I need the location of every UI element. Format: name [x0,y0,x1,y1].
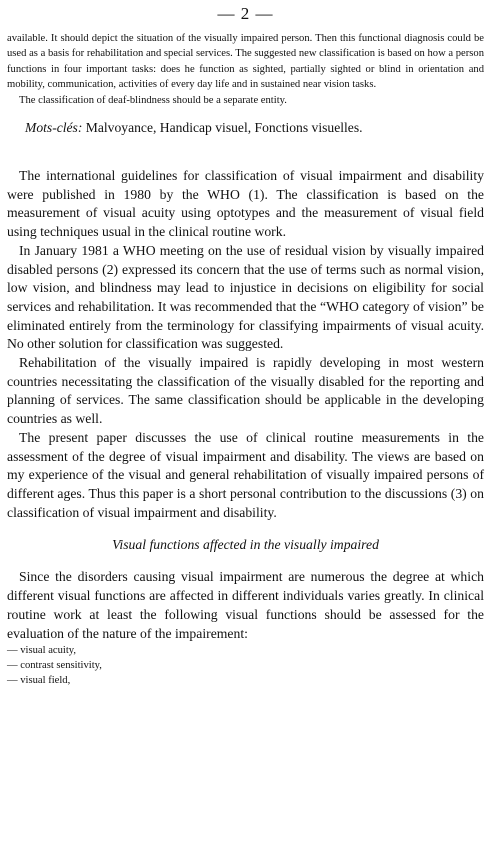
keywords-text: Malvoyance, Handicap visuel, Fonctions visuelles. [82,120,363,136]
list-item: — contrast sensitivity, [7,660,102,672]
list-item: — visual field, [7,675,71,687]
body-paragraph: Since the disorders causing visual impairment are numerous the degree at which different visual functions are affected in different individuals varies greatly. In clinical routine work at least the following visual functions should be assessed for the evaluation of the nature of the impairement: [7,569,484,641]
keywords [25,119,484,137]
abstract-paragraph: The classification of deaf-blindness should be a separate entity. [19,94,287,106]
body-paragraph: Rehabilitation of the visually impaired is rapidly developing in most western countries necessitating the classification of the visually disabled for the reporting and planning of services. The same classification should be applicable in the developing countries as well. [7,355,484,427]
body-paragraph: The international guidelines for classification of visual impairment and disability were published in 1980 by the WHO (1). The classification is based on the measurement of visual acuity using optotypes and the measurement of visual field using techniques usual in the clinical routine work. [7,168,484,240]
body-paragraph: The present paper discusses the use of clinical routine measurements in the assessment of the degree of visual impairment and disability. The views are based on my experience of the visual and general rehabilitation of visually impaired persons of different ages. Thus this paper is a short personal contribution to the discussions (3) on classification of visual impairment and disability. [7,429,484,520]
list-item: — visual acuity, [7,645,77,657]
main-body [7,167,484,688]
section-heading: Visual functions affected in the visually impaired [112,537,379,553]
visual-functions-list [7,643,484,688]
body-paragraph: In January 1981 a WHO meeting on the use of residual vision by visually impaired disabled persons (2) expressed its concern that the use of terms such as normal vision, low vision, and blindness may lead to injustice in decisions on eligibility for social services and rehabilitation. It was recommended that the “WHO category of vision” be eliminated entirely from the terminology for classifying impairments of visual acuity. No other solution for classification was suggested. [7,242,484,352]
keywords-label: Mots-clés: [25,120,83,136]
abstract [7,31,484,108]
page-number: — 2 — [217,4,274,23]
abstract-paragraph: available. It should depict the situation of the visually impaired person. Then this functional diagnosis could be used as a basis for rehabilitation and special services. The suggested new classification is based on how a person functions in four important tasks: does he function as sighted, partially sighted or blind in orientation and mobility, communication, activities of every day life and in sustained near vision tasks. [7,33,484,91]
